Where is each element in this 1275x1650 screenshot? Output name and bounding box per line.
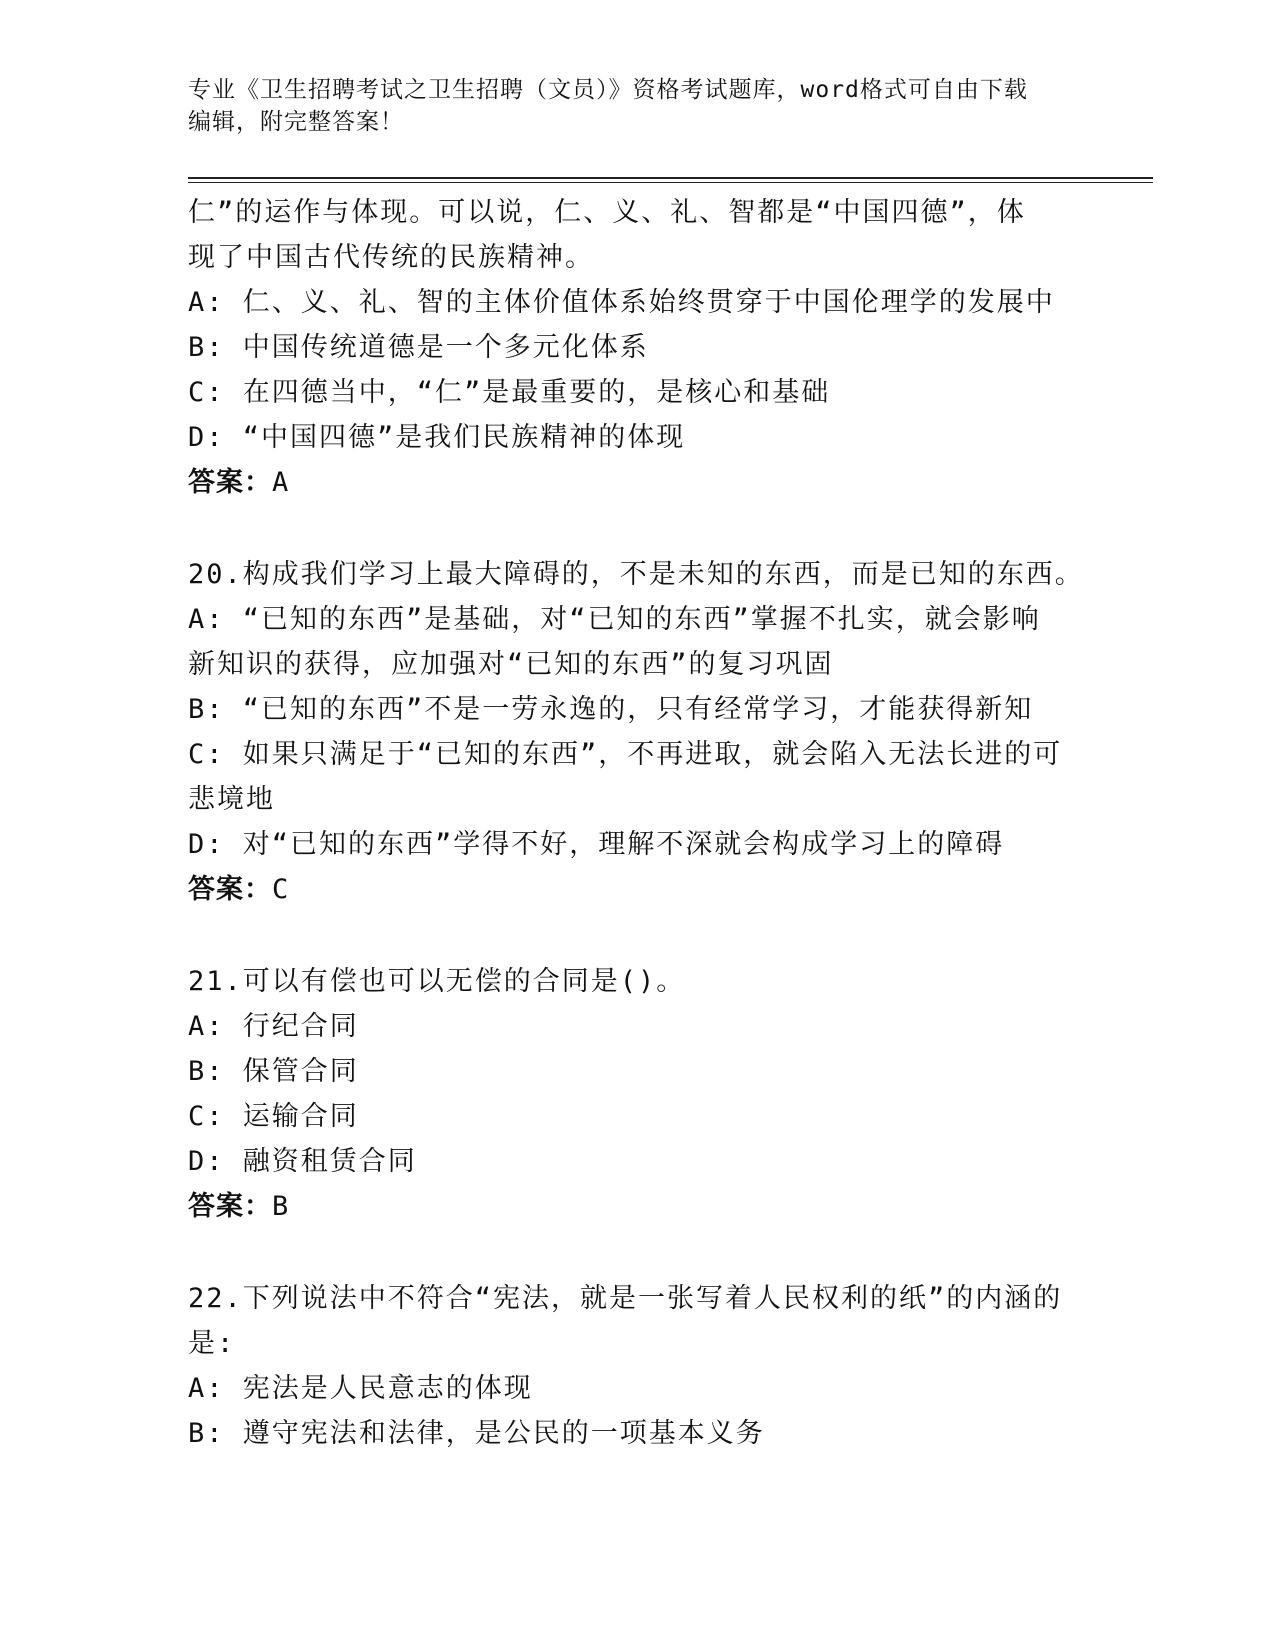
answer-line [188,867,1088,912]
header-rule-thick [188,177,1153,179]
question-19 [188,190,1088,505]
question-gap [188,1229,1088,1276]
question-20 [188,552,1088,912]
answer-label: 答案： [188,1191,272,1222]
option-c: C: 运输合同 [188,1101,359,1132]
option-c-cont: 悲境地 [188,784,275,815]
option-a: A: 行纪合同 [188,1011,359,1042]
question-stem: 20.构成我们学习上最大障碍的，不是未知的东西，而是已知的东西。 [188,559,1084,590]
question-21 [188,959,1088,1229]
option-b: B: 中国传统道德是一个多元化体系 [188,332,649,363]
option-d: D: 融资租赁合同 [188,1146,417,1177]
option-c: C: 如果只满足于“已知的东西”，不再进取，就会陷入无法长进的可 [188,739,1063,770]
question-gap [188,912,1088,959]
answer-line [188,1184,1088,1229]
question-stem: 现了中国古代传统的民族精神。 [188,242,594,273]
option-a: A: “已知的东西”是基础，对“已知的东西”掌握不扎实，就会影响 [188,604,1041,635]
option-c: C: 在四德当中，“仁”是最重要的，是核心和基础 [188,377,831,408]
page-header [188,74,1088,138]
option-a: A: 宪法是人民意志的体现 [188,1373,533,1404]
option-a: A: 仁、义、礼、智的主体价值体系始终贯穿于中国伦理学的发展中 [188,287,1055,318]
header-line-2: 编辑，附完整答案！ [188,109,404,135]
answer-label: 答案： [188,874,272,905]
answer-value: B [272,1191,291,1222]
option-b: B: 保管合同 [188,1056,359,1087]
answer-value: C [272,874,291,905]
option-d: D: “中国四德”是我们民族精神的体现 [188,422,686,453]
question-stem: 是: [188,1328,236,1359]
option-b: B: 遵守宪法和法律，是公民的一项基本义务 [188,1418,765,1449]
option-a-cont: 新知识的获得，应加强对“已知的东西”的复习巩固 [188,649,834,680]
header-line-1: 专业《卫生招聘考试之卫生招聘（文员）》资格考试题库，word格式可自由下载 [188,77,1028,103]
question-22 [188,1276,1088,1456]
question-gap [188,505,1088,552]
question-stem: 21.可以有偿也可以无偿的合同是()。 [188,966,686,997]
option-d: D: 对“已知的东西”学得不好，理解不深就会构成学习上的障碍 [188,829,1005,860]
question-stem: 仁”的运作与体现。可以说，仁、义、礼、智都是“中国四德”，体 [188,197,1026,228]
header-rule-thin [188,182,1153,183]
answer-value: A [272,467,291,498]
answer-line [188,460,1088,505]
question-list [188,190,1088,1456]
option-b: B: “已知的东西”不是一劳永逸的，只有经常学习，才能获得新知 [188,694,1034,725]
answer-label: 答案： [188,467,272,498]
question-stem: 22.下列说法中不符合“宪法，就是一张写着人民权利的纸”的内涵的 [188,1283,1063,1314]
